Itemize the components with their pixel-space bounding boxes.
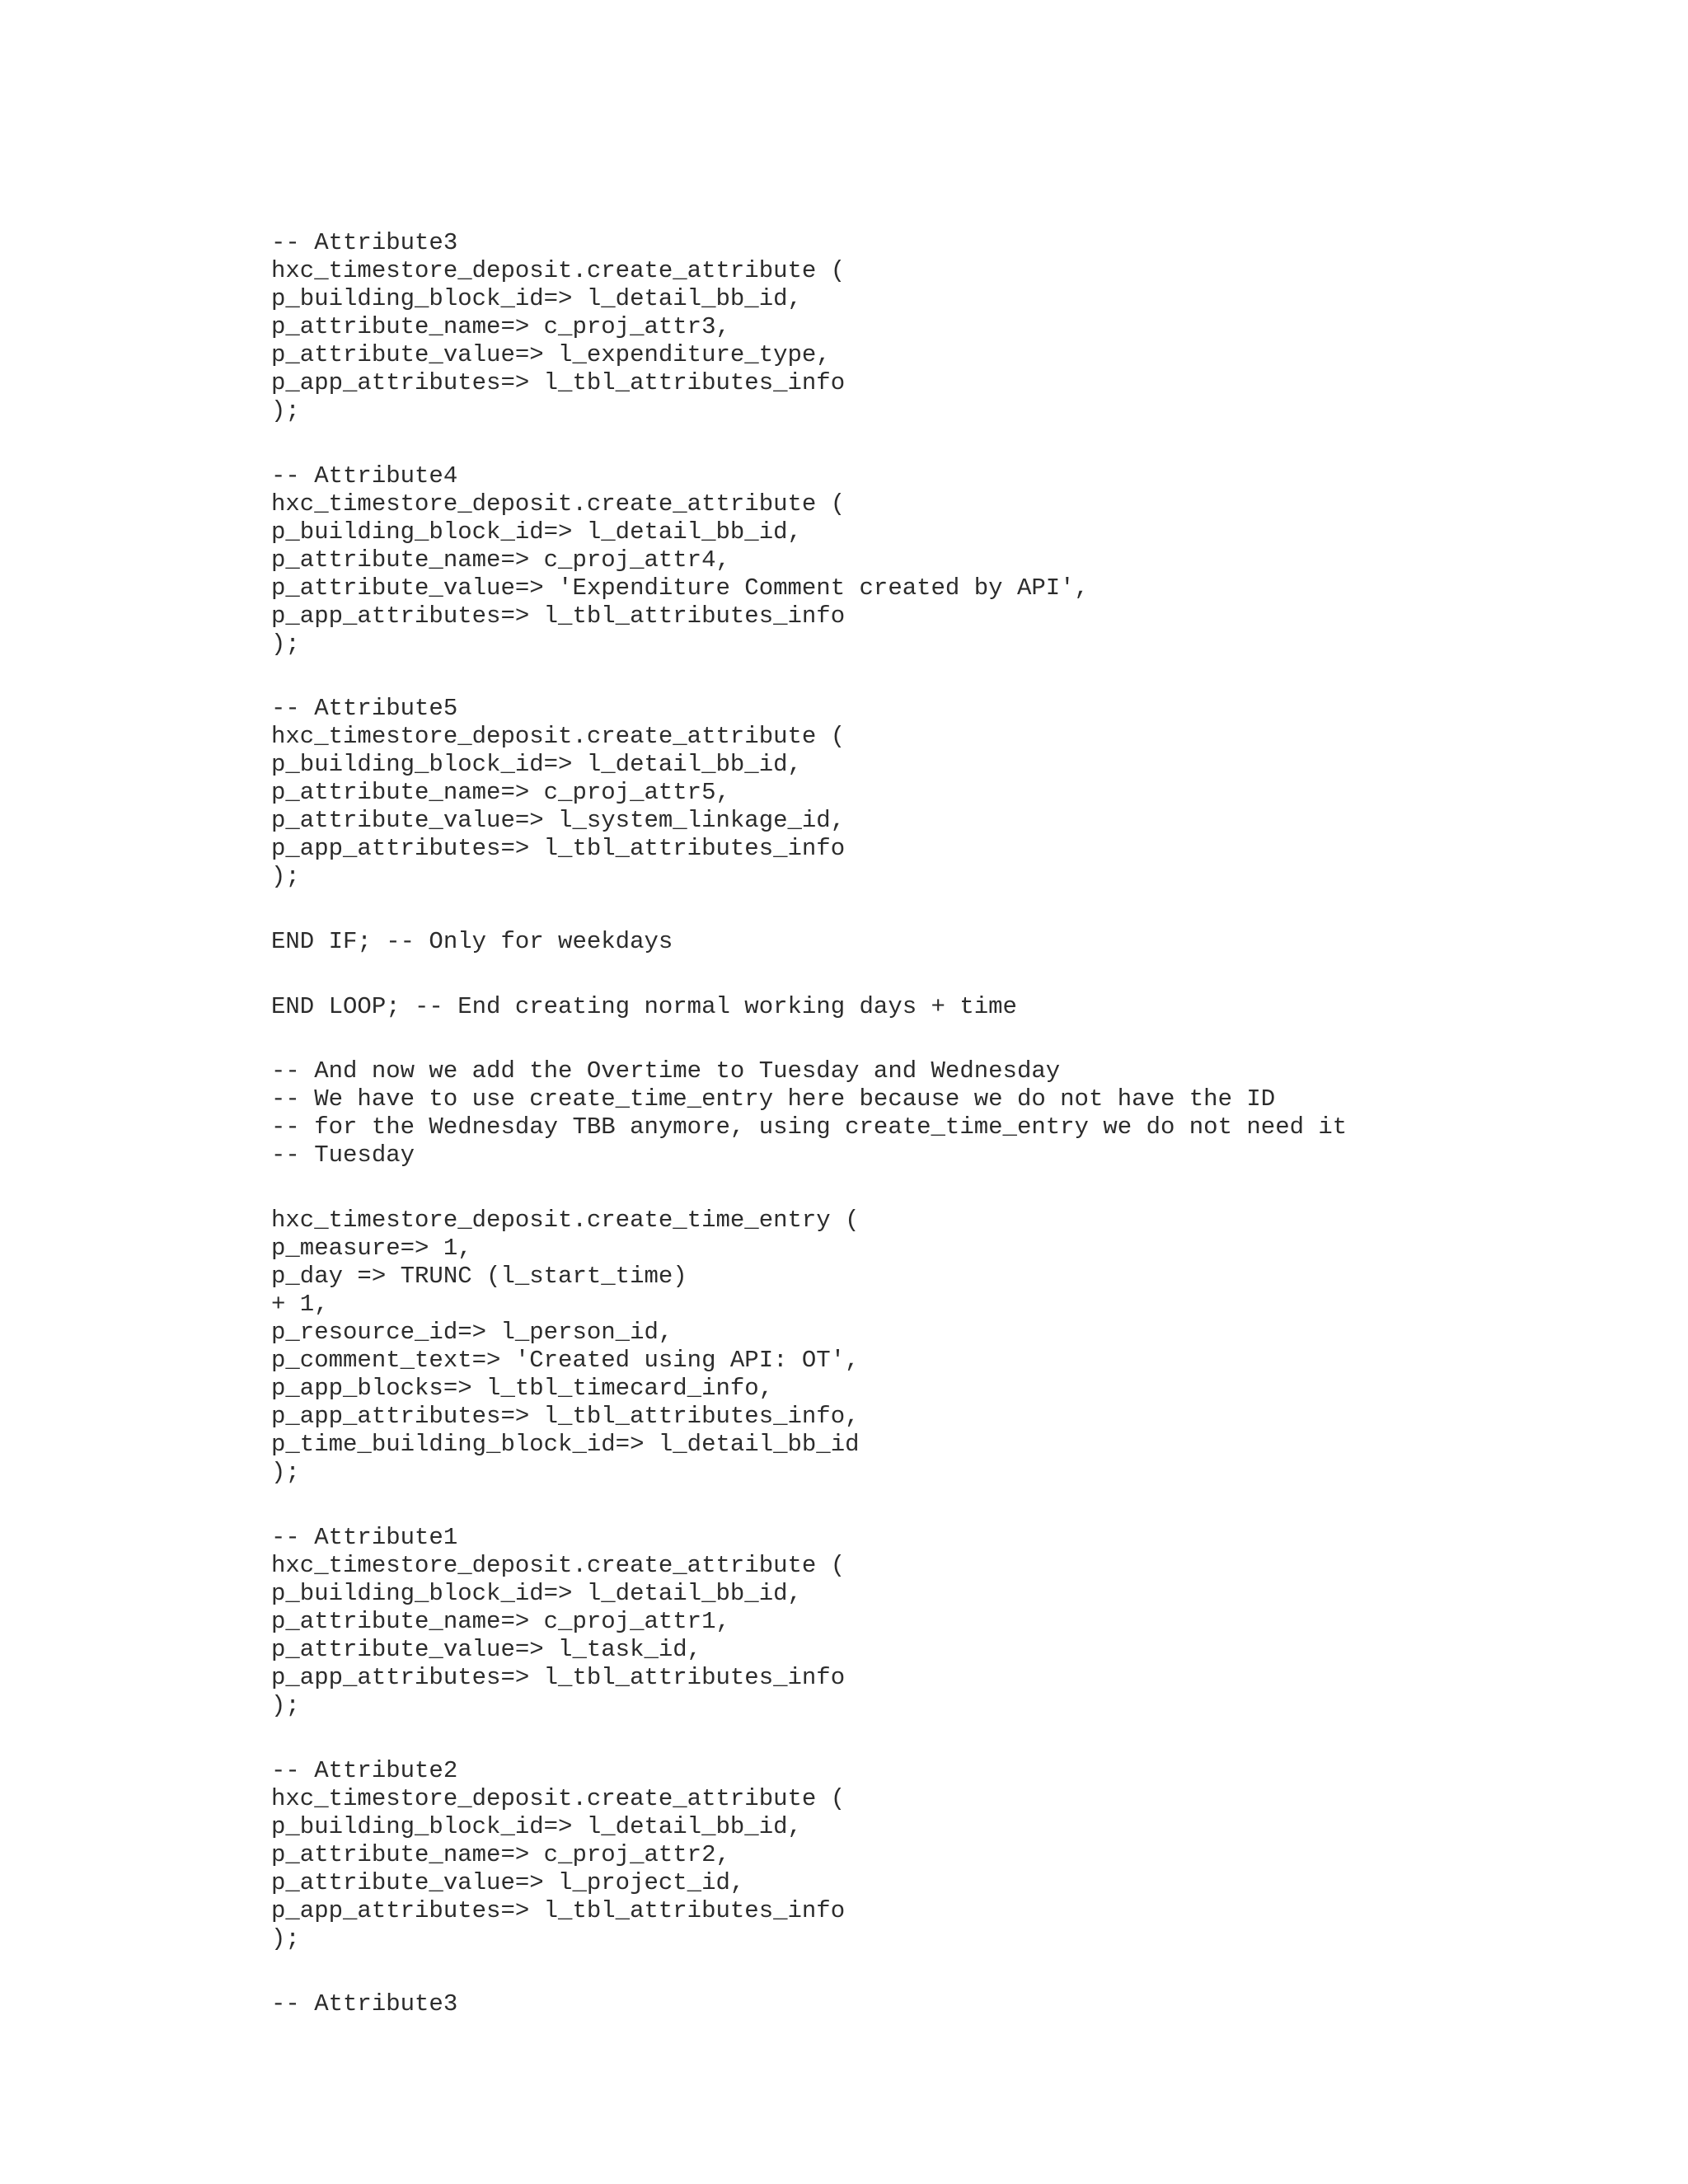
code-line: ); [271,397,300,424]
code-line-comment: -- We have to use create_time_entry here because we do not have the ID [271,1085,1276,1113]
blank-line [271,1720,1672,1757]
code-line: p_comment_text=> 'Created using API: OT', [271,1347,860,1374]
code-line: p_time_building_block_id=> l_detail_bb_id [271,1431,860,1458]
code-line-comment: -- Attribute3 [271,1990,458,2018]
code-line: hxc_timestore_deposit.create_attribute ( [271,723,846,750]
code-line-comment: -- for the Wednesday TBB anymore, using create_time_entry we do not need it [271,1113,1348,1141]
code-line: p_building_block_id=> l_detail_bb_id, [271,518,802,546]
code-line: p_day => TRUNC (l_start_time) [271,1263,687,1290]
code-listing [271,229,1672,2018]
code-line: hxc_timestore_deposit.create_time_entry ( [271,1207,860,1234]
code-line: p_app_attributes=> l_tbl_attributes_info [271,1664,846,1691]
code-line: p_attribute_name=> c_proj_attr1, [271,1608,730,1635]
blank-line [271,658,1672,695]
code-line: p_resource_id=> l_person_id, [271,1319,673,1346]
code-line: END IF; -- Only for weekdays [271,928,673,955]
code-line-comment: -- Attribute2 [271,1757,458,1784]
code-line: p_attribute_name=> c_proj_attr4, [271,546,730,574]
code-line: p_app_attributes=> l_tbl_attributes_info [271,1897,846,1924]
blank-line [271,956,1672,993]
code-line: p_attribute_value=> l_project_id, [271,1869,745,1896]
code-line: hxc_timestore_deposit.create_attribute ( [271,257,846,284]
code-line-comment: -- And now we add the Overtime to Tuesday and Wednesday [271,1057,1061,1085]
code-line: p_building_block_id=> l_detail_bb_id, [271,285,802,312]
blank-line [271,1021,1672,1057]
code-line: p_app_attributes=> l_tbl_attributes_info [271,369,846,396]
code-line: p_building_block_id=> l_detail_bb_id, [271,1813,802,1840]
code-line-comment: -- Attribute5 [271,695,458,722]
code-line: p_app_attributes=> l_tbl_attributes_info, [271,1403,860,1430]
code-line: hxc_timestore_deposit.create_attribute ( [271,490,846,518]
code-line: ); [271,1459,300,1486]
code-line-comment: -- Attribute1 [271,1524,458,1551]
code-line: p_building_block_id=> l_detail_bb_id, [271,751,802,778]
code-line: p_attribute_value=> l_expenditure_type, [271,341,831,368]
blank-line [271,1487,1672,1524]
code-line-comment: -- Attribute3 [271,229,458,256]
code-line: p_measure=> 1, [271,1235,472,1262]
code-line: p_attribute_value=> 'Expenditure Comment created by API', [271,574,1089,602]
code-line-comment: -- Tuesday [271,1141,415,1169]
code-line: p_app_attributes=> l_tbl_attributes_info [271,602,846,630]
blank-line [271,1953,1672,1990]
code-line: ); [271,1925,300,1952]
code-line: p_attribute_name=> c_proj_attr3, [271,313,730,340]
code-line: + 1, [271,1291,329,1318]
blank-line [271,891,1672,928]
code-line: hxc_timestore_deposit.create_attribute ( [271,1552,846,1579]
code-line: ); [271,630,300,658]
code-line: hxc_timestore_deposit.create_attribute ( [271,1785,846,1812]
code-line: END LOOP; -- End creating normal working days + time [271,993,1017,1020]
code-line: p_attribute_value=> l_system_linkage_id, [271,807,846,834]
code-line: p_attribute_name=> c_proj_attr2, [271,1841,730,1868]
code-line-comment: -- Attribute4 [271,462,458,490]
blank-line [271,425,1672,462]
code-line: ); [271,1692,300,1719]
code-line: p_attribute_value=> l_task_id, [271,1636,702,1663]
blank-line [271,1169,1672,1207]
code-line: p_building_block_id=> l_detail_bb_id, [271,1580,802,1607]
code-line: ); [271,863,300,890]
code-line: p_app_blocks=> l_tbl_timecard_info, [271,1375,774,1402]
code-line: p_app_attributes=> l_tbl_attributes_info [271,835,846,862]
code-line: p_attribute_name=> c_proj_attr5, [271,779,730,806]
